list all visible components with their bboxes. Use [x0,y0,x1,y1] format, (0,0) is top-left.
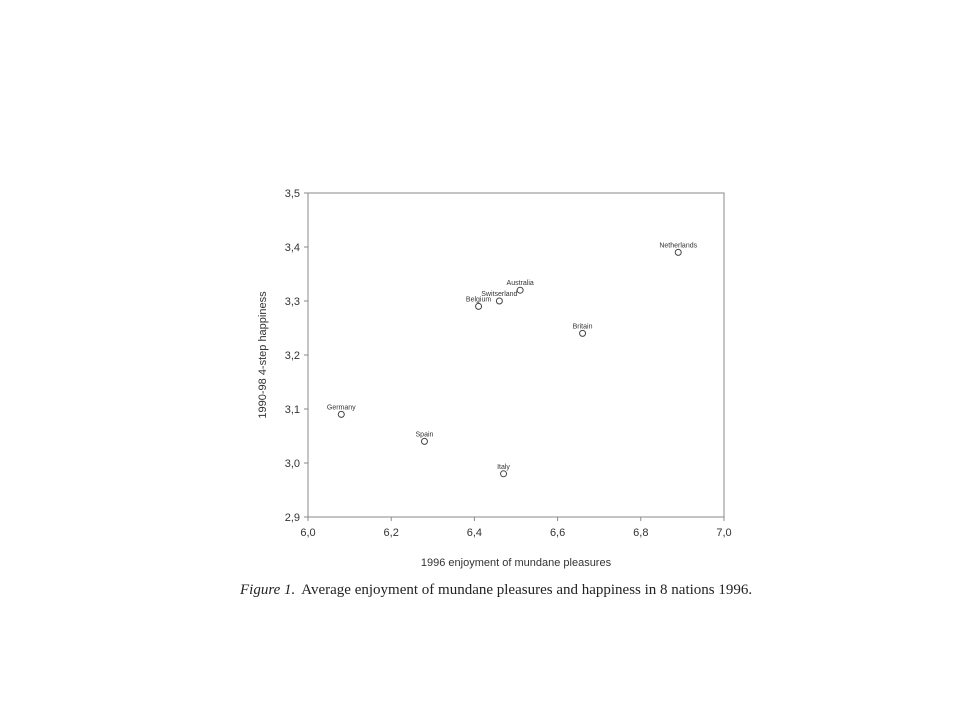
y-tick-label: 3,3 [284,296,300,308]
y-axis-title: 1990-98 4-step happiness [257,291,269,419]
point-label-italy: Italy [497,463,510,471]
y-tick-label: 3,4 [284,242,300,254]
point-australia [517,287,523,293]
x-tick-label: 6,2 [383,527,399,539]
x-tick-label: 6,6 [549,527,566,539]
x-axis-ticks [300,517,731,539]
point-label-britain: Britain [572,323,593,331]
x-tick-label: 6,8 [633,527,649,539]
x-tick-label: 6,4 [466,527,483,539]
point-label-belgium: Belgium [465,296,492,304]
y-tick-label: 3,0 [284,458,300,470]
point-label-netherlands: Netherlands [659,242,698,250]
x-tick-label: 7,0 [716,527,732,539]
y-tick-label: 3,2 [284,350,300,362]
point-label-germany: Germany [326,404,356,412]
point-switserland [496,298,502,304]
y-axis-ticks [285,188,308,524]
x-tick-label: 6,0 [300,527,316,539]
figure-label: Figure 1. [240,582,296,598]
y-tick-label: 2,9 [284,512,300,524]
point-italy [501,471,507,477]
point-germany [338,411,344,417]
point-spain [421,438,427,444]
y-tick-label: 3,1 [284,404,300,416]
point-netherlands [675,249,681,255]
point-label-switserland: Switserland [481,291,518,298]
data-points [327,242,698,476]
point-belgium [476,303,482,309]
caption-text: Average enjoyment of mundane pleasures and happiness in 8 nations 1996. [301,582,753,598]
point-britain [580,330,586,336]
y-tick-label: 3,5 [284,188,300,200]
point-label-australia: Australia [506,280,534,288]
point-label-spain: Spain [415,431,434,439]
x-axis-title: 1996 enjoyment of mundane pleasures [420,557,612,569]
figure-caption [240,582,840,599]
